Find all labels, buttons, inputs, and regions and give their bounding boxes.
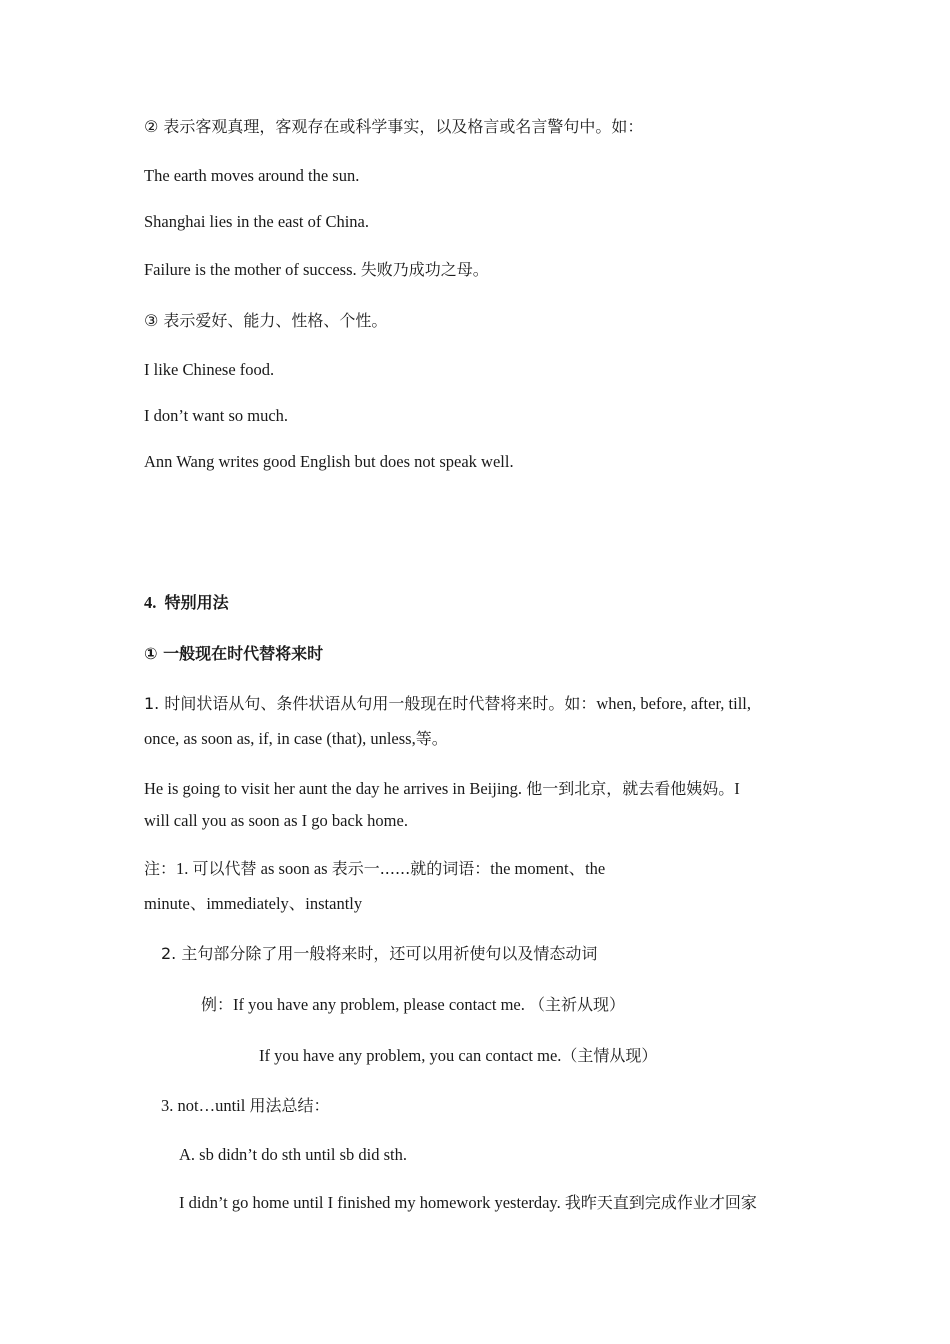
rule3-en: 3. not…until [161, 1096, 250, 1115]
note-line1 [144, 859, 605, 879]
example-sentence: Ann Wang writes good English but does not speak well. [144, 452, 514, 471]
example-sentence [144, 260, 489, 280]
example1-line2: will call you as soon as I go back home. [144, 811, 408, 830]
example-label: 例： [201, 995, 234, 1014]
note-en-b: the moment、the [490, 859, 606, 878]
subsection-heading [144, 644, 323, 664]
rule1-en: when, before, after, till, [596, 694, 752, 713]
rule3-ex-en: I didn’t go home until I finished my homework yesterday. [179, 1193, 565, 1212]
rule3-cn: 用法总结： [249, 1096, 330, 1115]
section-title: 特别用法 [164, 593, 229, 612]
rule3-ex-cn: 我昨天直到完成作业才回家 [564, 1193, 757, 1212]
example1-en-b: I [734, 779, 740, 798]
example-en: Failure is the mother of success. [144, 260, 361, 279]
section-heading [144, 593, 229, 613]
note-line2: minute、immediately、instantly [144, 894, 363, 913]
rule3-example [179, 1193, 757, 1213]
example-sentence: Shanghai lies in the east of China. [144, 212, 369, 231]
note-label: 注： [144, 859, 177, 878]
rule3 [161, 1096, 329, 1116]
rule2-ex1-cn: （主祈从现） [528, 995, 625, 1014]
rule2-ex1-en: If you have any problem, please contact me. [233, 995, 525, 1014]
rule2-example1 [201, 995, 625, 1015]
rule3-pattern-a: A. sb didn’t do sth until sb did sth. [179, 1145, 407, 1164]
rule1-line2 [144, 729, 448, 749]
example-cn: 失败乃成功之母。 [360, 260, 489, 279]
example1-cn: 他一到北京，就去看他姨妈。 [526, 779, 735, 798]
note-cn-b: 表示一......就的词语： [331, 859, 491, 878]
note-cn-a: 可以代替 [192, 859, 257, 878]
rule2: 2. 主句部分除了用一般将来时，还可以用祈使句以及情态动词 [161, 944, 598, 963]
rule2-ex2-en: If you have any problem, you can contact me. [259, 1046, 562, 1065]
example1-line1 [144, 779, 740, 799]
section-number: 4. [144, 593, 157, 612]
subsection-title: ① 一般现在时代替将来时 [144, 644, 324, 663]
rule1-cn: 1. 时间状语从句、条件状语从句用一般现在时代替将来时。如： [144, 694, 597, 713]
example-sentence: I like Chinese food. [144, 360, 275, 379]
rule1-en-cont: once, as soon as, if, in case (that), unless, [144, 729, 416, 748]
point2-heading: ② 表示客观真理，客观存在或科学事实，以及格言或名言警句中。如： [144, 117, 644, 136]
note-num: 1. [176, 859, 193, 878]
rule2-example2 [259, 1046, 657, 1066]
example-sentence: I don’t want so much. [144, 406, 289, 425]
rule2-ex2-cn: （主情从现） [561, 1046, 658, 1065]
point3-heading: ③ 表示爱好、能力、性格、个性。 [144, 311, 388, 330]
rule1-line1 [144, 694, 751, 714]
rule1-cn-end: 等。 [415, 729, 448, 748]
note-en-a: as soon as [256, 859, 332, 878]
example-sentence: The earth moves around the sun. [144, 166, 360, 185]
example1-en: He is going to visit her aunt the day he arrives in Beijing. [144, 779, 527, 798]
